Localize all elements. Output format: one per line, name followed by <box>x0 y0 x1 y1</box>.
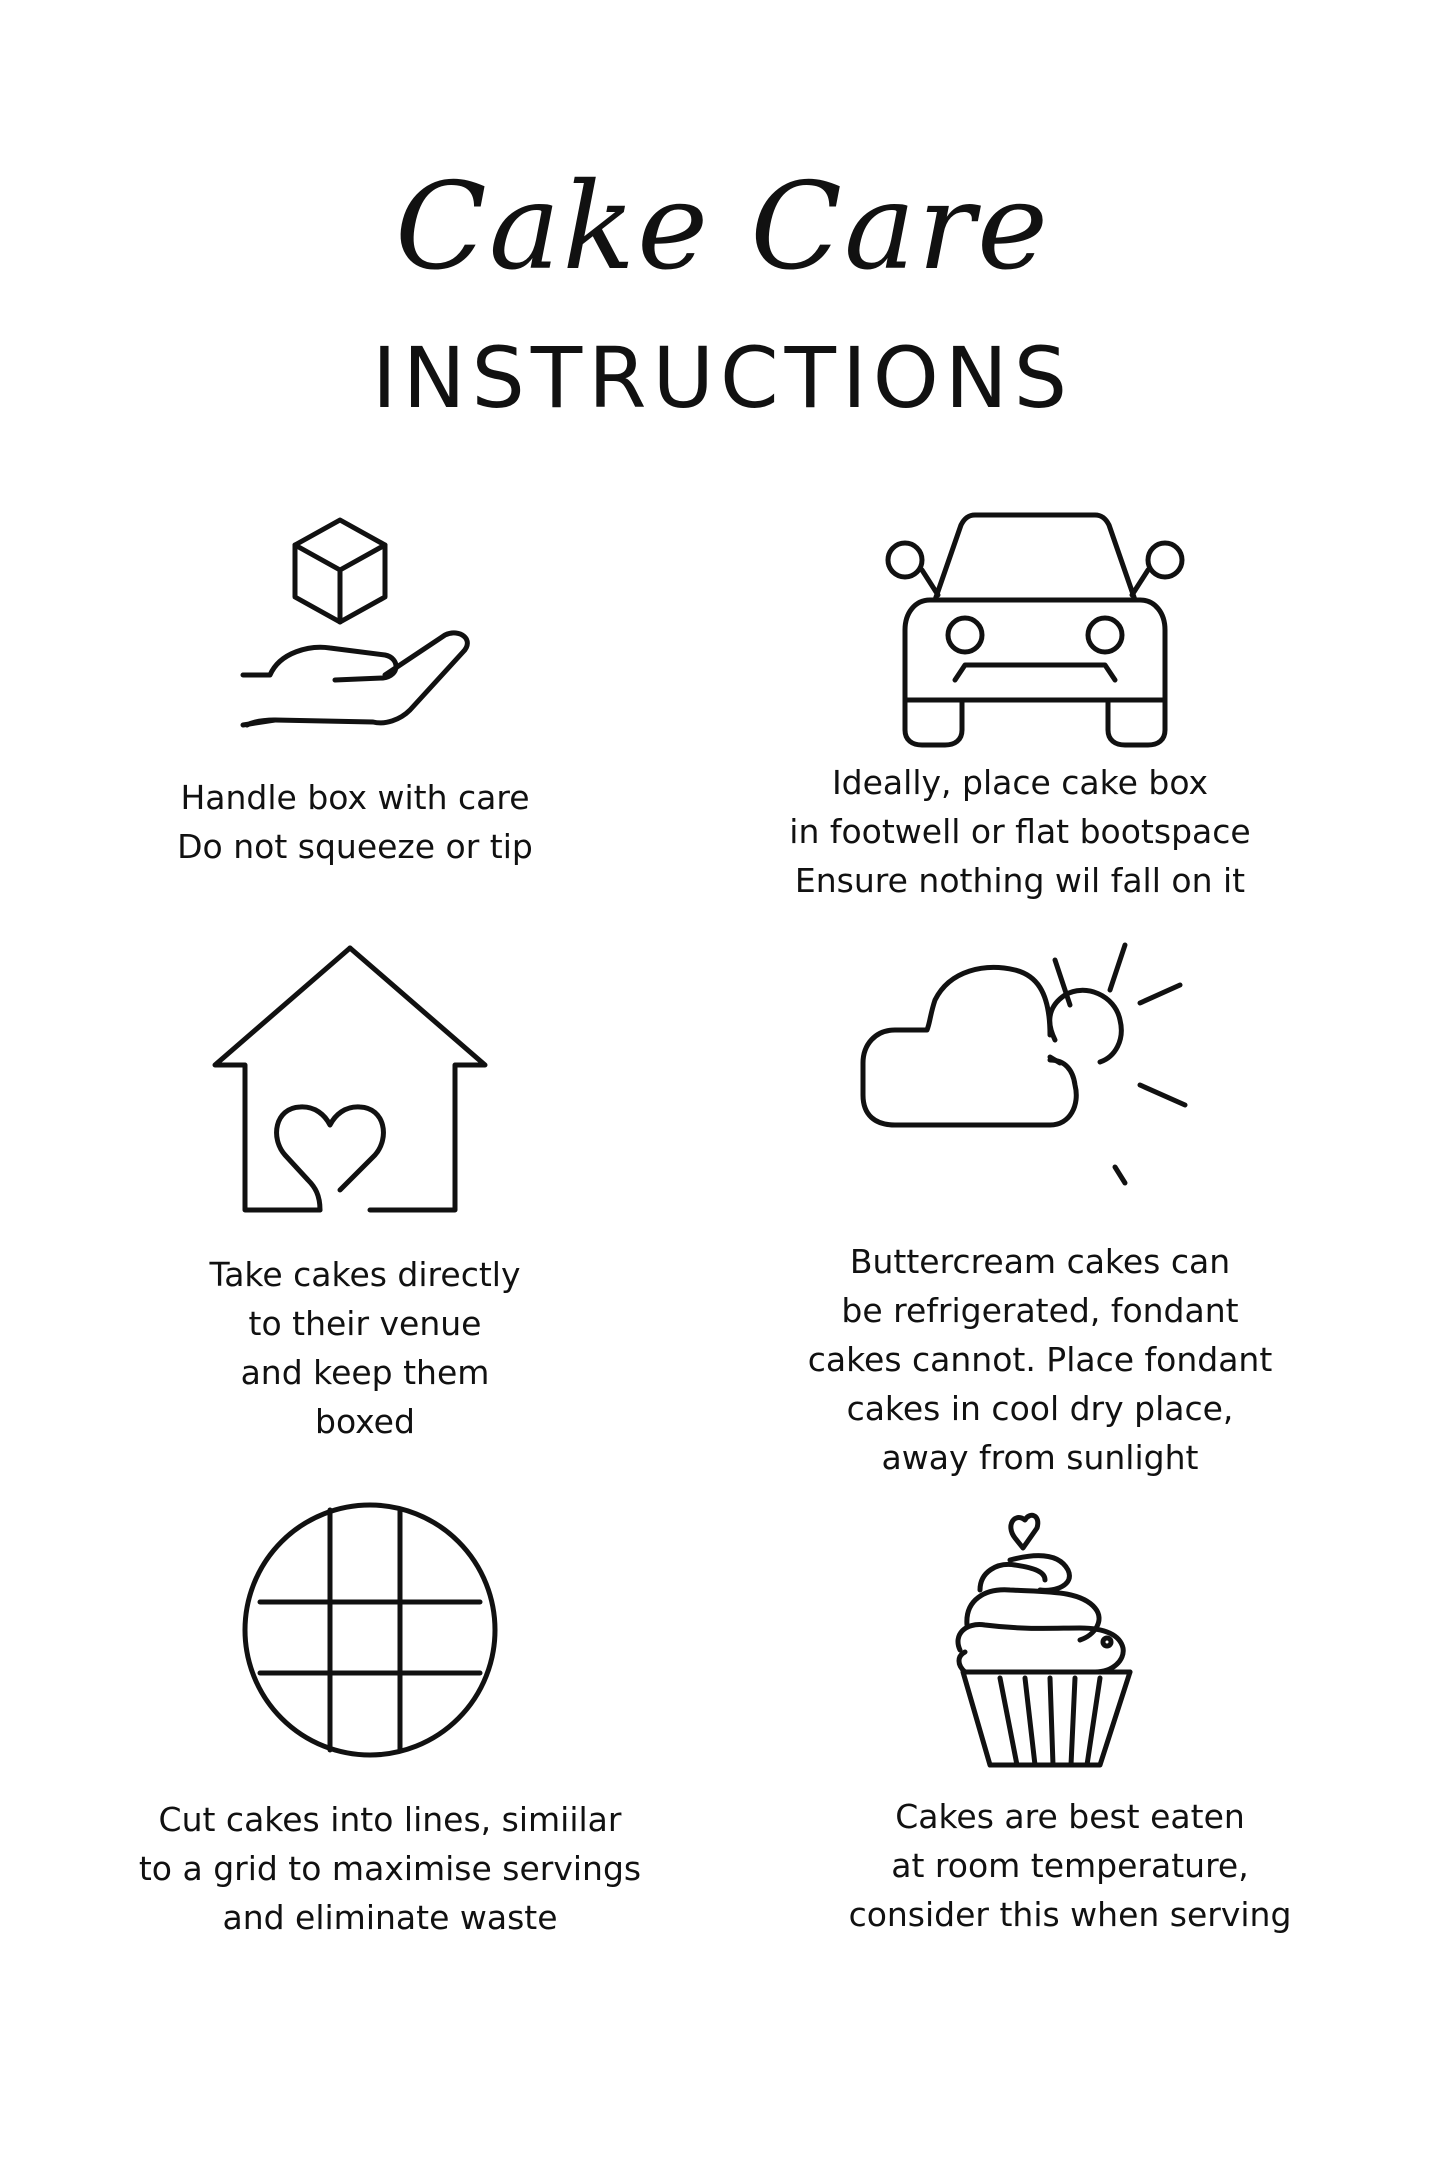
car-icon <box>870 505 1200 755</box>
caption-cutting <box>100 1795 680 1942</box>
caption-car-placement <box>740 758 1300 905</box>
caption-line: Ideally, place cake box <box>831 763 1209 802</box>
caption-storage <box>760 1237 1320 1482</box>
caption-line: in footwell or flat bootspace <box>789 812 1251 851</box>
caption-line: cakes in cool dry place, <box>846 1389 1234 1428</box>
caption-serving <box>790 1792 1350 1939</box>
caption-line: and keep them <box>240 1353 490 1392</box>
caption-line: be refrigerated, fondant <box>841 1291 1239 1330</box>
caption-line: to their venue <box>248 1304 482 1343</box>
caption-line: Handle box with care <box>180 778 530 817</box>
house-heart-icon <box>210 940 490 1210</box>
caption-line: at room temperature, <box>891 1846 1249 1885</box>
caption-handle-box <box>95 773 615 871</box>
caption-line: Do not squeeze or tip <box>177 827 533 866</box>
caption-line: cakes cannot. Place fondant <box>807 1340 1273 1379</box>
caption-line: Cut cakes into lines, simiilar <box>158 1800 622 1839</box>
caption-line: Take cakes directly <box>209 1255 521 1294</box>
cupcake-icon <box>945 1500 1145 1770</box>
page-title: Cake Care <box>395 158 1050 297</box>
caption-line: boxed <box>315 1402 415 1441</box>
caption-line: Buttercream cakes can <box>849 1242 1231 1281</box>
caption-line: Ensure nothing wil fall on it <box>794 861 1246 900</box>
caption-line: away from sunlight <box>881 1438 1199 1477</box>
cake-grid-icon <box>240 1500 500 1760</box>
hand-holding-box-icon <box>235 500 495 760</box>
caption-line: Cakes are best eaten <box>895 1797 1245 1836</box>
cloud-sun-icon <box>855 945 1235 1195</box>
caption-line: to a grid to maximise servings <box>138 1849 642 1888</box>
caption-line: consider this when serving <box>848 1895 1292 1934</box>
caption-venue <box>115 1250 615 1446</box>
caption-line: and eliminate waste <box>222 1898 558 1937</box>
page-subtitle: INSTRUCTIONS <box>371 329 1074 427</box>
